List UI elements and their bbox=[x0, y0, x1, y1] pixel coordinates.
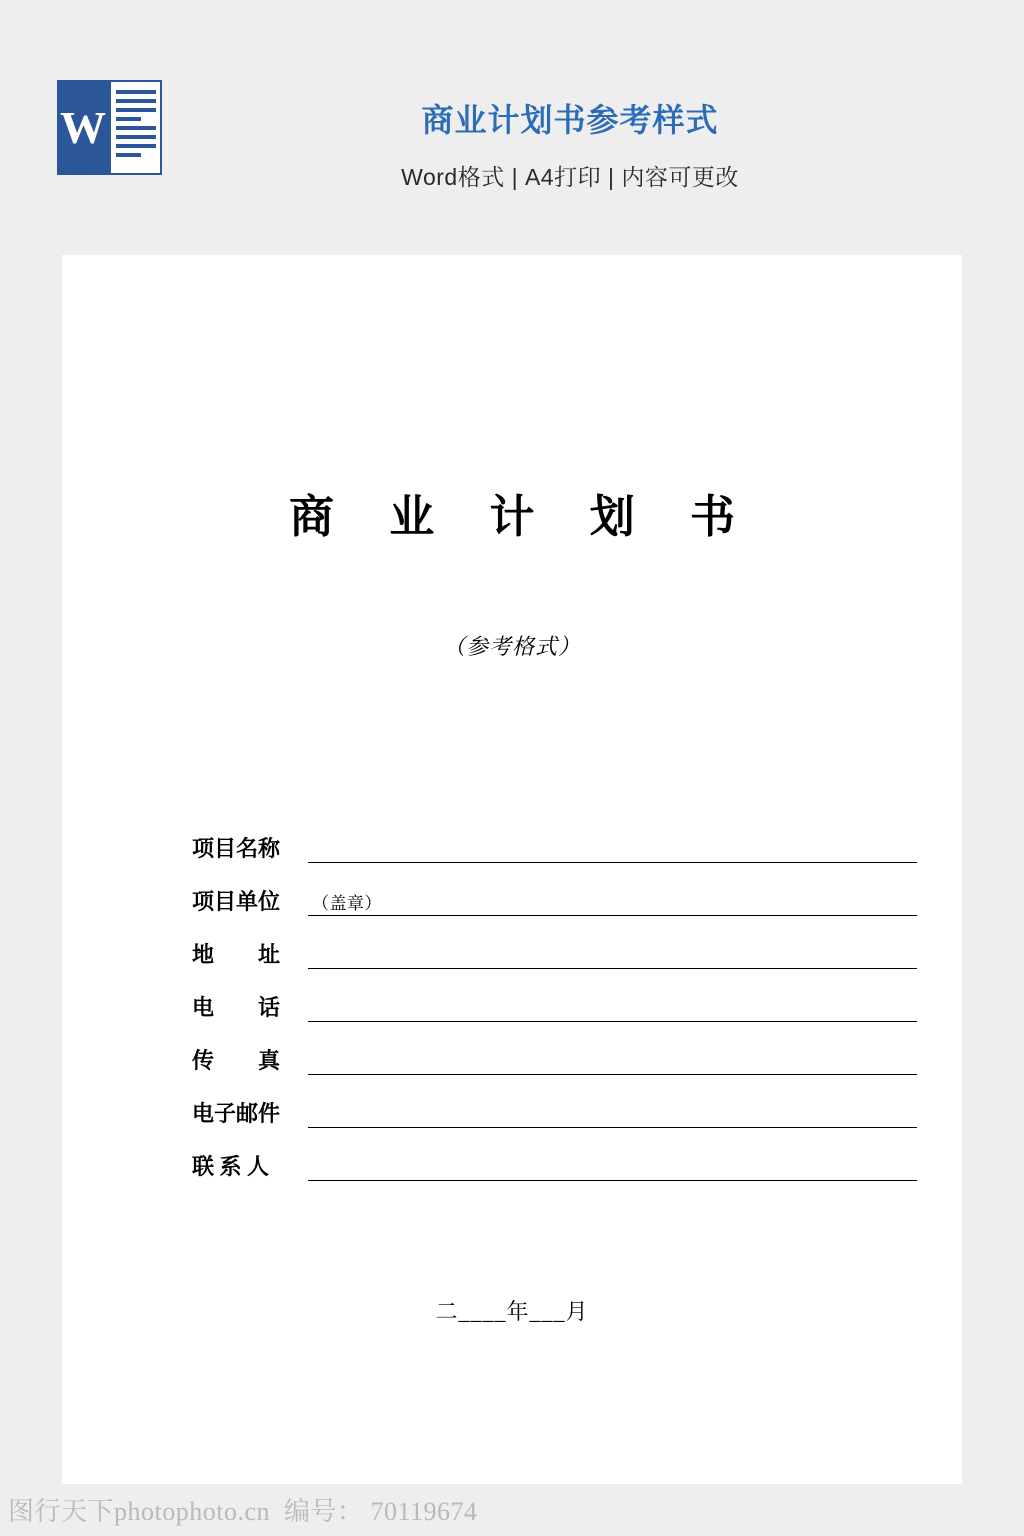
word-icon-letter-block bbox=[57, 80, 109, 175]
form-row-address bbox=[192, 916, 917, 969]
field-label: 地 址 bbox=[192, 942, 281, 967]
form-row-project-unit bbox=[192, 863, 917, 916]
email-input[interactable] bbox=[308, 1101, 917, 1128]
address-input[interactable] bbox=[308, 942, 917, 969]
header-text-group bbox=[310, 95, 830, 192]
field-label: 联 系 人 bbox=[192, 1154, 270, 1179]
phone-input[interactable] bbox=[308, 995, 917, 1022]
form-fields bbox=[192, 810, 917, 1181]
project-name-input[interactable] bbox=[308, 836, 917, 863]
field-label: 电子邮件 bbox=[192, 1101, 281, 1126]
project-unit-input[interactable] bbox=[308, 889, 917, 916]
footer-watermark: 图行天下photophoto.cn 编号： 70119674 bbox=[8, 1497, 478, 1526]
form-row-fax bbox=[192, 1022, 917, 1075]
form-row-phone bbox=[192, 969, 917, 1022]
fax-input[interactable] bbox=[308, 1048, 917, 1075]
field-label: 电 话 bbox=[192, 995, 281, 1020]
document-subtitle: （参考格式） bbox=[442, 634, 581, 659]
header-title: 商业计划书参考样式 bbox=[421, 102, 719, 138]
page-footer bbox=[0, 1484, 1024, 1536]
page-header bbox=[0, 0, 1024, 255]
document-date-line: 二____年___月 bbox=[435, 1299, 589, 1324]
field-label: 项目单位 bbox=[192, 889, 281, 914]
field-label: 传 真 bbox=[192, 1048, 281, 1073]
header-subtitle: Word格式 | A4打印 | 内容可更改 bbox=[401, 164, 739, 190]
field-note-seal: （盖章） bbox=[312, 894, 382, 913]
word-icon-letter: W bbox=[60, 101, 106, 153]
word-icon-lines bbox=[116, 90, 156, 166]
document-title: 商 业 计 划 书 bbox=[288, 492, 757, 542]
word-icon bbox=[57, 80, 162, 175]
form-row-email bbox=[192, 1075, 917, 1128]
form-row-project-name bbox=[192, 810, 917, 863]
form-row-contact-person bbox=[192, 1128, 917, 1181]
field-label: 项目名称 bbox=[192, 836, 281, 861]
document-page bbox=[62, 255, 962, 1485]
contact-person-input[interactable] bbox=[308, 1154, 917, 1181]
